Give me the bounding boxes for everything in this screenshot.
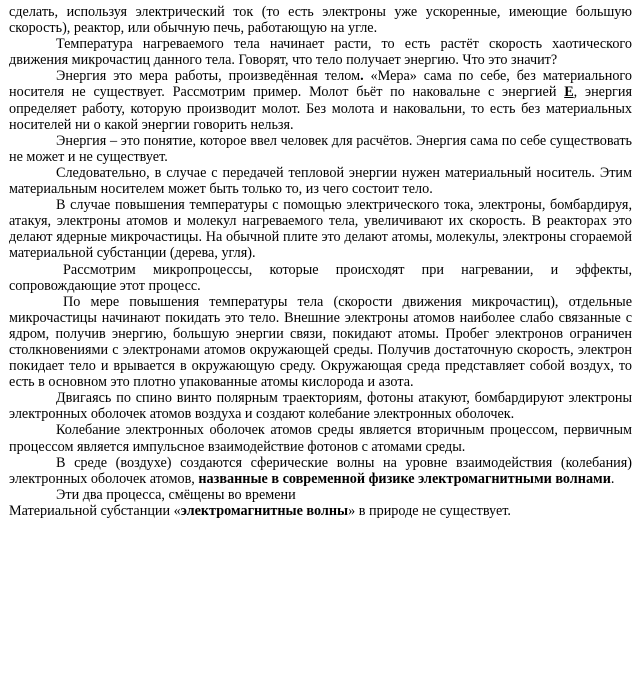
paragraph-4 <box>9 133 632 165</box>
paragraph-12-text: Эти два процесса, смёщены во времени <box>56 486 296 503</box>
paragraph-11-text: В среде (воздухе) создаются сферические волны на уровне взаимодействия (колебания) электронных оболочек атомов, <box>9 454 632 487</box>
paragraph-9-text: Двигаясь по спино винто полярным траекториям, фотоны атакуют, бомбардируют электроны электронных оболочек атомов воздуха и создают колебание электронных оболочек. <box>9 390 632 423</box>
paragraph-2 <box>9 36 632 68</box>
paragraph-13-text-a: Материальной субстанции « <box>9 502 181 519</box>
paragraph-8 <box>9 294 632 391</box>
paragraph-13-text-b: » в природе не существует. <box>348 502 511 519</box>
paragraph-3-text-a: Энергия это мера работы, произведённая телом <box>56 68 361 85</box>
paragraph-11-bold-text: названные в современной физике электромагнитными волнами <box>198 470 611 487</box>
paragraph-5 <box>9 165 632 197</box>
paragraph-7-text: Рассмотрим микропроцессы, которые происходят при нагревании, и эффекты, сопровождающие этот процесс. <box>9 261 632 294</box>
paragraph-13-bold-text: электромагнитные волны <box>180 502 349 519</box>
paragraph-11-end: . <box>610 470 615 487</box>
paragraph-10-text: Колебание электронных оболочек атомов среды является вторичным процессом, первичным процессом является импульсное взаимодействие фотонов с атомами среды. <box>9 422 632 455</box>
paragraph-11 <box>9 455 632 487</box>
paragraph-10 <box>9 422 632 454</box>
energy-symbol: Е <box>564 84 574 101</box>
paragraph-3-text-c: , энергия определяет работу, которую производит молот. Без молота и наковальни, то есть без материальных носителей ни о какой энергии говорить нельзя. <box>9 84 632 133</box>
paragraph-3 <box>9 68 632 132</box>
paragraph-8-text: По мере повышения температуры тела (скорости движения микрочастиц), отдельные микрочастицы начинают покидать это тело. Внешние электроны атомов наиболее слабо связанные с ядром, получив энергию, большую энергии связи, покидают атомы. Пробег электронов ограничен столкновениями с электронами атомов окружающей среды. Получив достаточную скорость, электрон покидает тело и врывается в окружающую среду. Окружающая среда представляет собой воздух, то есть в основном это плотно упакованные атомы кислорода и азота. <box>9 293 632 391</box>
paragraph-6-text: В случае повышения температуры с помощью электрического тока, электроны, бомбардируя, атакуя, электроны атомов и молекул нагреваемого тела, увеличивают их скорость. В реакторах это делают ядерные микрочастицы. На обычной плите это делают атомы, молекулы, электроны сгораемой материальной субстанции (дерева, угля). <box>9 197 632 262</box>
paragraph-1-text: сделать, используя электрический ток (то есть электроны уже ускоренные, имеющие большую скорость), реактор, или обычную печь, работающую на угле. <box>9 4 632 37</box>
paragraph-1 <box>9 4 632 36</box>
paragraph-9 <box>9 390 632 422</box>
paragraph-3-bold-dot: . <box>360 68 364 85</box>
paragraph-4-text: Энергия – это понятие, которое ввел человек для расчётов. Энергия сама по себе существовать не может и не существует. <box>9 132 632 165</box>
paragraph-12 <box>9 487 632 503</box>
paragraph-5-text: Следовательно, в случае с передачей тепловой энергии нужен материальный носитель. Этим материальным носителем может быть только то, из чего состоит тело. <box>9 164 632 198</box>
paragraph-3-text-b: «Мера» сама по себе, без материального носителя не существует. Рассмотрим пример. Молот бьёт по наковальне с энергией <box>9 68 632 101</box>
paragraph-6 <box>9 197 632 261</box>
paragraph-2-text: Температура нагреваемого тела начинает расти, то есть растёт скорость хаотического движения микрочастиц данного тела. Говорят, что тело получает энергию. Что это значит? <box>9 36 632 69</box>
paragraph-7 <box>9 262 632 294</box>
paragraph-13 <box>9 503 632 519</box>
